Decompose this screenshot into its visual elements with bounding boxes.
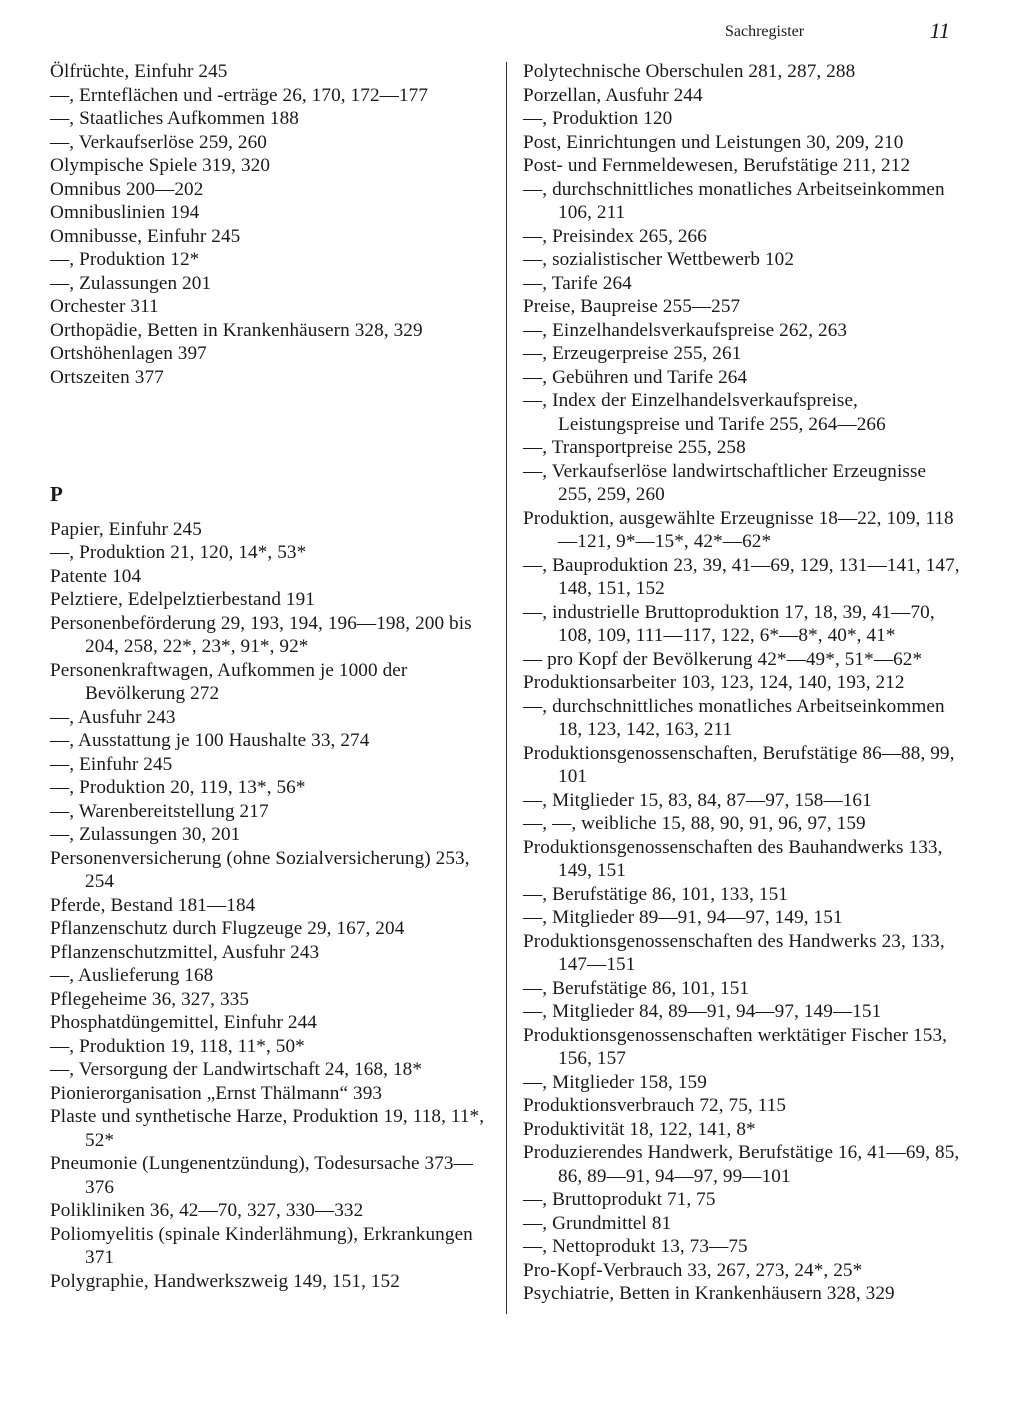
- index-entry: —, Index der Einzelhandelsverkaufspreise, Leistungspreise und Tarife 255, 264—266: [523, 390, 886, 435]
- index-entry: —, Grundmittel 81: [523, 1212, 672, 1234]
- index-entry: Phosphatdüngemittel, Einfuhr 244: [50, 1012, 317, 1033]
- index-entry: Personenkraftwagen, Aufkommen je 1000 der Bevölkerung 272: [50, 659, 408, 704]
- index-entry: —, Mitglieder 15, 83, 84, 87—97, 158—161: [523, 789, 872, 811]
- index-entry: —, Ausfuhr 243: [50, 706, 176, 728]
- index-entry: Produktion, ausgewählte Erzeugnisse 18—22, 109, 118—121, 9*—15*, 42*—62*: [523, 507, 954, 552]
- index-entry: Produktionsgenossenschaften werktätiger Fischer 153, 156, 157: [523, 1024, 948, 1069]
- index-entry: Personenversicherung (ohne Sozialversicherung) 253, 254: [50, 847, 470, 892]
- index-entry: Ortshöhenlagen 397: [50, 343, 207, 364]
- index-entry: Produktionsgenossenschaften des Handwerks 23, 133, 147—151: [523, 930, 945, 975]
- index-entry: Produktionsarbeiter 103, 123, 124, 140, 193, 212: [523, 672, 905, 693]
- index-entry: Omnibusse, Einfuhr 245: [50, 225, 241, 247]
- index-entry: Post- und Fernmeldewesen, Berufstätige 211, 212: [523, 155, 911, 176]
- index-entry: Pflanzenschutz durch Flugzeuge 29, 167, 204: [50, 918, 405, 939]
- index-entry: —, Verkaufserlöse landwirtschaftlicher Erzeugnisse 255, 259, 260: [523, 460, 927, 505]
- index-entry: —, Verkaufserlöse 259, 260: [50, 131, 267, 153]
- index-entry: Polytechnische Oberschulen 281, 287, 288: [523, 61, 856, 82]
- index-entry: —, Nettoprodukt 13, 73—75: [523, 1236, 748, 1257]
- index-section-o: [50, 60, 490, 389]
- index-entry: —, Mitglieder 89—91, 94—97, 149, 151: [523, 907, 843, 928]
- index-entry: Produktionsgenossenschaften, Berufstätige 86—88, 99, 101: [523, 742, 955, 787]
- index-entry: —, Einzelhandelsverkaufspreise 262, 263: [523, 319, 848, 341]
- index-entry: Orchester 311: [50, 296, 159, 317]
- index-entry: Pflanzenschutzmittel, Ausfuhr 243: [50, 941, 320, 963]
- index-entry: Polikliniken 36, 42—70, 327, 330—332: [50, 1200, 364, 1221]
- index-entry: —, Tarife 264: [523, 272, 632, 294]
- index-section-p: [50, 518, 490, 1294]
- index-entry: Pflegeheime 36, 327, 335: [50, 988, 250, 1010]
- index-entry: —, Erzeugerpreise 255, 261: [523, 343, 742, 364]
- index-entry: —, Produktion 12*: [50, 249, 200, 270]
- index-entry: —, Bauproduktion 23, 39, 41—69, 129, 131—141, 147, 148, 151, 152: [523, 554, 960, 599]
- index-entry: Produktivität 18, 122, 141, 8*: [523, 1118, 756, 1140]
- index-entry: —, industrielle Bruttoproduktion 17, 18, 39, 41—70, 108, 109, 111—117, 122, 6*—8*, 40*, 41*: [523, 601, 935, 646]
- page-header: [725, 20, 950, 44]
- index-entry: Plaste und synthetische Harze, Produktion 19, 118, 11*, 52*: [50, 1106, 485, 1151]
- index-entry: —, Bruttoprodukt 71, 75: [523, 1189, 716, 1210]
- index-entry: —, Warenbereitstellung 217: [50, 800, 269, 822]
- index-entry: Porzellan, Ausfuhr 244: [523, 84, 703, 106]
- index-entry: —, Staatliches Aufkommen 188: [50, 108, 300, 129]
- index-entry: —, durchschnittliches monatliches Arbeitseinkommen 18, 123, 142, 163, 211: [523, 695, 945, 740]
- index-entry: Pro-Kopf-Verbrauch 33, 267, 273, 24*, 25*: [523, 1259, 863, 1281]
- index-entry: Patente 104: [50, 565, 142, 587]
- index-entry: Personenbeförderung 29, 193, 194, 196—198, 200 bis 204, 258, 22*, 23*, 91*, 92*: [50, 612, 472, 657]
- index-section-p-continued: [523, 60, 963, 1306]
- index-entry: Preise, Baupreise 255—257: [523, 296, 741, 317]
- index-entry: —, Zulassungen 201: [50, 272, 212, 294]
- index-entry: Olympische Spiele 319, 320: [50, 155, 271, 176]
- index-entry: —, Produktion 21, 120, 14*, 53*: [50, 542, 307, 563]
- page-number: 11: [929, 18, 950, 43]
- index-entry: —, sozialistischer Wettbewerb 102: [523, 249, 795, 270]
- index-entry: —, Transportpreise 255, 258: [523, 437, 746, 458]
- index-entry: —, —, weibliche 15, 88, 90, 91, 96, 97, 159: [523, 813, 866, 834]
- index-entry: Psychiatrie, Betten in Krankenhäusern 328, 329: [523, 1283, 895, 1304]
- index-entry: —, Mitglieder 158, 159: [523, 1071, 707, 1093]
- index-entry: Orthopädie, Betten in Krankenhäusern 328, 329: [50, 319, 423, 341]
- index-entry: Produktionsverbrauch 72, 75, 115: [523, 1095, 787, 1116]
- index-entry: —, Auslieferung 168: [50, 965, 214, 986]
- index-entry: Polygraphie, Handwerkszweig 149, 151, 152: [50, 1270, 400, 1292]
- index-entry: —, Produktion 120: [523, 108, 673, 129]
- index-entry: Pelztiere, Edelpelztierbestand 191: [50, 589, 315, 610]
- index-entry: Poliomyelitis (spinale Kinderlähmung), Erkrankungen 371: [50, 1223, 473, 1268]
- index-entry: Ölfrüchte, Einfuhr 245: [50, 61, 228, 82]
- index-column-left: [50, 60, 490, 1293]
- index-entry: Pionierorganisation „Ernst Thälmann“ 393: [50, 1082, 383, 1104]
- index-entry: — pro Kopf der Bevölkerung 42*—49*, 51*—62*: [523, 648, 923, 670]
- index-entry: —, Produktion 20, 119, 13*, 56*: [50, 777, 306, 798]
- index-entry: Ortszeiten 377: [50, 366, 164, 388]
- index-entry: Post, Einrichtungen und Leistungen 30, 209, 210: [523, 131, 904, 153]
- index-entry: —, Zulassungen 30, 201: [50, 824, 241, 845]
- index-entry: —, Ernteflächen und -erträge 26, 170, 172—177: [50, 84, 429, 106]
- index-entry: Produzierendes Handwerk, Berufstätige 16, 41—69, 85, 86, 89—91, 94—97, 99—101: [523, 1142, 960, 1187]
- index-entry: Pneumonie (Lungenentzündung), Todesursache 373—376: [50, 1153, 473, 1198]
- index-entry: Omnibus 200—202: [50, 178, 204, 200]
- index-entry: —, Einfuhr 245: [50, 753, 173, 775]
- index-column-right: [523, 60, 963, 1306]
- column-divider: [506, 62, 507, 1314]
- index-entry: —, Versorgung der Landwirtschaft 24, 168, 18*: [50, 1059, 423, 1080]
- index-entry: —, Preisindex 265, 266: [523, 225, 707, 247]
- index-entry: —, Berufstätige 86, 101, 151: [523, 977, 750, 999]
- index-entry: —, Mitglieder 84, 89—91, 94—97, 149—151: [523, 1001, 882, 1022]
- section-letter-heading: P: [50, 482, 63, 506]
- index-entry: —, Berufstätige 86, 101, 133, 151: [523, 883, 788, 905]
- index-entry: Pferde, Bestand 181—184: [50, 894, 256, 916]
- index-entry: Produktionsgenossenschaften des Bauhandwerks 133, 149, 151: [523, 836, 943, 881]
- section-spacer: [50, 389, 490, 483]
- running-title: Sachregister: [725, 23, 805, 40]
- index-entry: —, Produktion 19, 118, 11*, 50*: [50, 1035, 305, 1057]
- index-entry: —, durchschnittliches monatliches Arbeitseinkommen 106, 211: [523, 178, 945, 223]
- index-entry: —, Gebühren und Tarife 264: [523, 366, 748, 388]
- index-entry: Papier, Einfuhr 245: [50, 518, 202, 540]
- index-entry: Omnibuslinien 194: [50, 202, 200, 223]
- index-entry: —, Ausstattung je 100 Haushalte 33, 274: [50, 730, 370, 751]
